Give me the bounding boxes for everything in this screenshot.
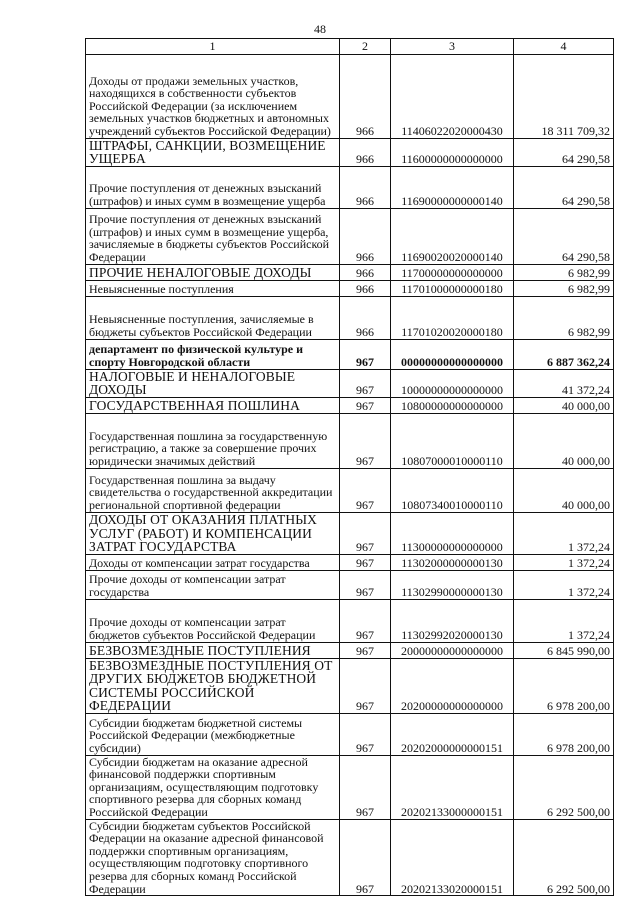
row-name: НАЛОГОВЫЕ И НЕНАЛОГОВЫЕ ДОХОДЫ (86, 369, 340, 397)
row-name: Субсидии бюджетам на оказание адресной финансовой поддержки спортивным организациям, осуществляющим подготовку спортивного резерва для сборных команд Российской Федерации (86, 755, 340, 819)
table-row (86, 138, 614, 166)
row-amount: 6 982,99 (514, 296, 614, 339)
row-admin-code: 967 (340, 713, 391, 755)
row-admin-code: 966 (340, 208, 391, 264)
row-admin-code: 967 (340, 642, 391, 658)
table-row (86, 642, 614, 658)
row-budget-code: 20200000000000000 (391, 658, 514, 713)
row-admin-code: 966 (340, 138, 391, 166)
row-name: Доходы от компенсации затрат государства (86, 554, 340, 570)
row-budget-code: 00000000000000000 (391, 339, 514, 369)
table-row (86, 54, 614, 138)
table-body (86, 54, 614, 896)
row-name: ДОХОДЫ ОТ ОКАЗАНИЯ ПЛАТНЫХ УСЛУГ (РАБОТ) И КОМПЕНСАЦИИ ЗАТРАТ ГОСУДАРСТВА (86, 512, 340, 554)
row-admin-code: 967 (340, 468, 391, 512)
row-budget-code: 11700000000000000 (391, 264, 514, 280)
row-name: Прочие доходы от компенсации затрат бюджетов субъектов Российской Федерации (86, 599, 340, 642)
table-header (86, 39, 614, 55)
row-budget-code: 10807000010000110 (391, 413, 514, 468)
row-budget-code: 20202133020000151 (391, 819, 514, 896)
row-budget-code: 11302000000000130 (391, 554, 514, 570)
row-budget-code: 11600000000000000 (391, 138, 514, 166)
header-col-3: 3 (391, 39, 514, 55)
row-amount: 18 311 709,32 (514, 54, 614, 138)
row-name: ПРОЧИЕ НЕНАЛОГОВЫЕ ДОХОДЫ (86, 264, 340, 280)
row-name: Прочие поступления от денежных взысканий (штрафов) и иных сумм в возмещение ущерба, зачисляемые в бюджеты субъектов Российской Федерации (86, 208, 340, 264)
table-row (86, 264, 614, 280)
row-budget-code: 11701020020000180 (391, 296, 514, 339)
table-row (86, 208, 614, 264)
row-budget-code: 20000000000000000 (391, 642, 514, 658)
row-name: ГОСУДАРСТВЕННАЯ ПОШЛИНА (86, 397, 340, 413)
row-admin-code: 966 (340, 264, 391, 280)
row-admin-code: 966 (340, 166, 391, 208)
row-budget-code: 11406022020000430 (391, 54, 514, 138)
row-admin-code: 967 (340, 599, 391, 642)
table-row (86, 166, 614, 208)
row-admin-code: 967 (340, 512, 391, 554)
header-col-1: 1 (86, 39, 340, 55)
header-row (86, 39, 614, 55)
table-row (86, 296, 614, 339)
row-amount: 64 290,58 (514, 138, 614, 166)
row-amount: 6 978 200,00 (514, 658, 614, 713)
row-admin-code: 966 (340, 296, 391, 339)
row-amount: 6 982,99 (514, 264, 614, 280)
row-name: Доходы от продажи земельных участков, находящихся в собственности субъектов Российской Федерации (за исключением земельных участков бюджетных и автономных учреждений субъектов Российской Федерации) (86, 54, 340, 138)
row-admin-code: 967 (340, 397, 391, 413)
row-name: ШТРАФЫ, САНКЦИИ, ВОЗМЕЩЕНИЕ УЩЕРБА (86, 138, 340, 166)
table-row (86, 570, 614, 599)
row-amount: 64 290,58 (514, 166, 614, 208)
row-budget-code: 11690000000000140 (391, 166, 514, 208)
row-name: департамент по физической культуре и спорту Новгородской области (86, 339, 340, 369)
row-name: БЕЗВОЗМЕЗДНЫЕ ПОСТУПЛЕНИЯ ОТ ДРУГИХ БЮДЖЕТОВ БЮДЖЕТНОЙ СИСТЕМЫ РОССИЙСКОЙ ФЕДЕРАЦИИ (86, 658, 340, 713)
table-row (86, 413, 614, 468)
table-row (86, 755, 614, 819)
row-budget-code: 10800000000000000 (391, 397, 514, 413)
row-budget-code: 11302990000000130 (391, 570, 514, 599)
row-amount: 6 978 200,00 (514, 713, 614, 755)
row-amount: 6 887 362,24 (514, 339, 614, 369)
row-amount: 1 372,24 (514, 599, 614, 642)
row-name: Невыясненные поступления (86, 280, 340, 296)
row-name: Государственная пошлина за государственную регистрацию, а также за совершение прочих юридически значимых действий (86, 413, 340, 468)
row-amount: 1 372,24 (514, 554, 614, 570)
row-name: Субсидии бюджетам субъектов Российской Федерации на оказание адресной финансовой поддержки спортивным организациям, осуществляющим подготовку спортивного резерва для сборных команд Российской Федерации (86, 819, 340, 896)
row-name: БЕЗВОЗМЕЗДНЫЕ ПОСТУПЛЕНИЯ (86, 642, 340, 658)
page-number: 48 (314, 22, 326, 36)
row-amount: 6 845 990,00 (514, 642, 614, 658)
row-amount: 64 290,58 (514, 208, 614, 264)
row-name: Невыясненные поступления, зачисляемые в бюджеты субъектов Российской Федерации (86, 296, 340, 339)
table-row (86, 658, 614, 713)
row-budget-code: 20202000000000151 (391, 713, 514, 755)
row-amount: 40 000,00 (514, 397, 614, 413)
row-budget-code: 10807340010000110 (391, 468, 514, 512)
row-name: Субсидии бюджетам бюджетной системы Российской Федерации (межбюджетные субсидии) (86, 713, 340, 755)
header-col-2: 2 (340, 39, 391, 55)
row-budget-code: 11690020020000140 (391, 208, 514, 264)
header-col-4: 4 (514, 39, 614, 55)
row-amount: 40 000,00 (514, 413, 614, 468)
table-row (86, 369, 614, 397)
row-admin-code: 966 (340, 280, 391, 296)
row-admin-code: 967 (340, 819, 391, 896)
table-row (86, 819, 614, 896)
table-row (86, 554, 614, 570)
row-amount: 41 372,24 (514, 369, 614, 397)
revenue-table (85, 38, 614, 896)
row-amount: 6 982,99 (514, 280, 614, 296)
row-amount: 1 372,24 (514, 570, 614, 599)
row-name: Государственная пошлина за выдачу свидетельства о государственной аккредитации региональной спортивной федерации (86, 468, 340, 512)
row-admin-code: 967 (340, 570, 391, 599)
row-budget-code: 20202133000000151 (391, 755, 514, 819)
row-admin-code: 967 (340, 658, 391, 713)
row-budget-code: 11701000000000180 (391, 280, 514, 296)
table-row (86, 713, 614, 755)
row-name: Прочие доходы от компенсации затрат государства (86, 570, 340, 599)
row-admin-code: 967 (340, 369, 391, 397)
row-budget-code: 11300000000000000 (391, 512, 514, 554)
row-amount: 6 292 500,00 (514, 755, 614, 819)
row-name: Прочие поступления от денежных взысканий (штрафов) и иных сумм в возмещение ущерба (86, 166, 340, 208)
row-amount: 40 000,00 (514, 468, 614, 512)
row-budget-code: 10000000000000000 (391, 369, 514, 397)
table-row (86, 339, 614, 369)
table-row (86, 468, 614, 512)
table-row (86, 397, 614, 413)
row-amount: 6 292 500,00 (514, 819, 614, 896)
row-amount: 1 372,24 (514, 512, 614, 554)
row-admin-code: 967 (340, 554, 391, 570)
row-budget-code: 11302992020000130 (391, 599, 514, 642)
table-row (86, 599, 614, 642)
row-admin-code: 966 (340, 54, 391, 138)
table-row (86, 512, 614, 554)
row-admin-code: 967 (340, 413, 391, 468)
row-admin-code: 967 (340, 339, 391, 369)
table-row (86, 280, 614, 296)
row-admin-code: 967 (340, 755, 391, 819)
